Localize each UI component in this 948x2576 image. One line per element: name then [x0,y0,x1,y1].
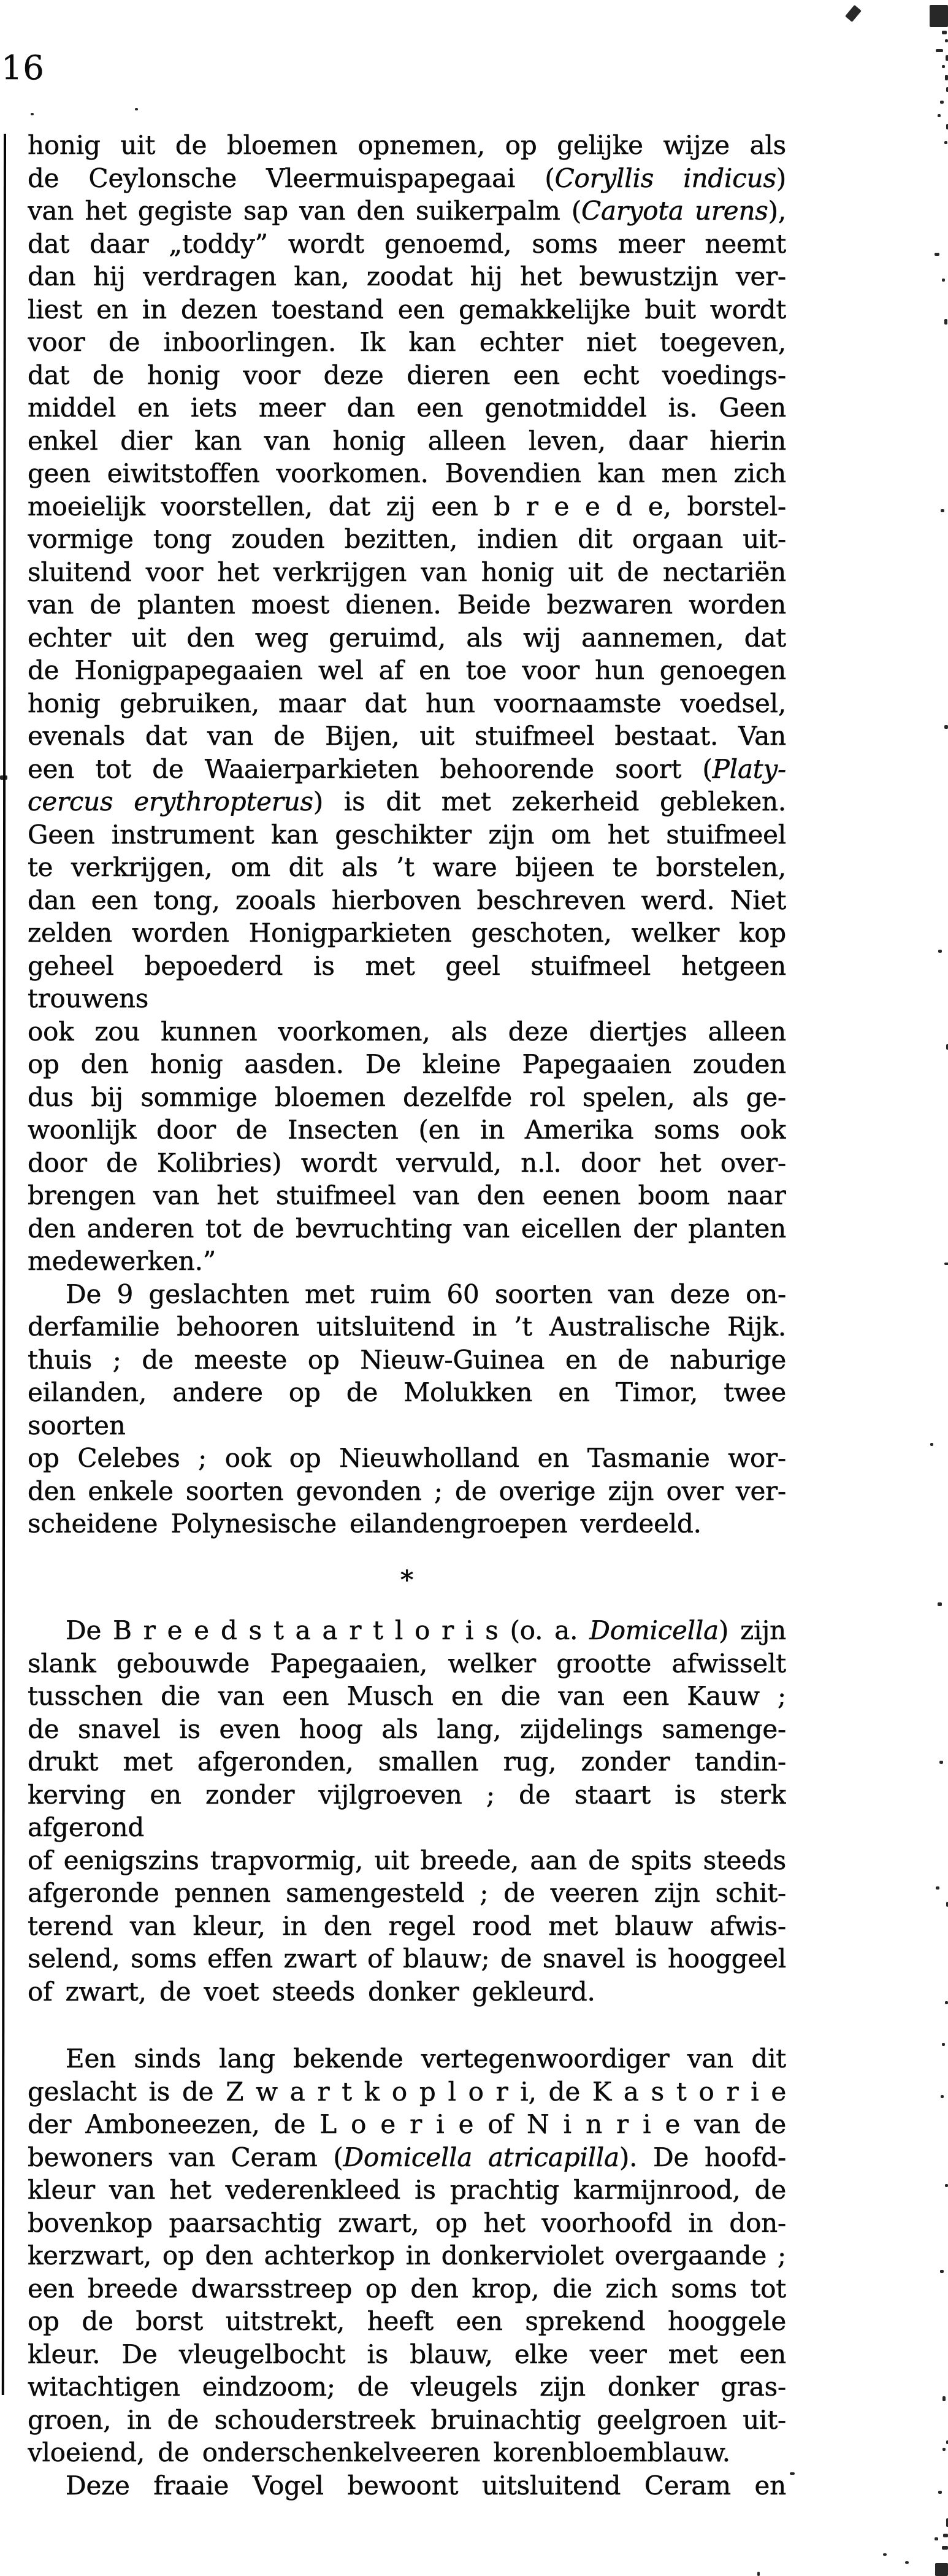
text-segment: of zwart, de voet steeds donker gekleurd. [28,1976,595,2007]
text-line [28,1179,786,1212]
text-line [28,1344,786,1377]
scan-speck [944,319,947,325]
italic-text-segment: cercus erythropterus [28,786,313,817]
text-line [28,490,786,523]
scan-speck [0,775,7,780]
text-segment: selend, soms effen zwart of blauw; de snavel is hooggeel [28,1944,786,1974]
text-line [28,1081,786,1114]
text-line [28,1614,786,1647]
text-segment: geslacht is de Z w a r t k o p l o r i, de K a s t o r i e [28,2076,786,2107]
text-segment: liest en in dezen toestand een gemakkelijke buit wordt [28,294,786,325]
text-line [28,1844,786,1877]
text-line [28,654,786,687]
text-segment: ook zou kunnen voorkomen, als deze diertjes alleen [28,1016,786,1047]
scan-speck [941,2095,944,2098]
text-segment: dus bij sommige bloemen dezelfde rol spelen, als ge- [28,1082,786,1112]
text-line [28,1048,786,1081]
text-line [28,1113,786,1147]
scan-speck [945,2184,948,2187]
text-line [28,917,786,950]
text-segment: sluitend voor het verkrijgen van honig uit de nectariën [28,556,786,587]
text-segment: eilanden, andere op de Molukken en Timor, twee soorten [28,1377,786,1440]
text-line [28,1212,786,1245]
scan-speck [757,2572,760,2576]
text-line [28,2370,786,2404]
text-segment: bovenkop paarsachtig zwart, op het voorhoofd in don- [28,2207,786,2238]
text-segment: een tot de Waaierparkieten behoorende soort ( [28,753,713,784]
text-line [28,1310,786,1344]
text-line [28,2272,786,2305]
text-segment: echter uit den weg geruimd, als wij aannemen, dat [28,622,786,653]
text-segment: voor de inboorlingen. Ik kan echter niet toegeven, [28,327,786,357]
text-line [28,1015,786,1048]
text-line [28,1245,786,1278]
text-segment: de snavel is even hoog als lang, zijdelings samenge- [28,1713,786,1744]
text-segment: scheidene Polynesische eilandengroepen verdeeld. [28,1509,701,1539]
text-segment: of eenigszins trapvormig, uit breede, aan de spits steeds [28,1845,786,1875]
scan-speck [941,509,944,512]
text-segment: geen eiwitstoffen voorkomen. Bovendien kan men zich [28,458,786,488]
scan-speck [946,55,948,61]
text-segment: witachtigen eindzoom; de vleugels zijn donker gras- [28,2372,786,2402]
scan-speck [938,114,941,117]
text-segment: ) is dit met zekerheid gebleken. [313,786,786,817]
scan-speck [944,1263,948,1265]
text-segment: op den honig aasden. De kleine Papegaaien zouden [28,1049,786,1079]
text-segment: door de Kolibries) wordt vervuld, n.l. door het over- [28,1147,786,1178]
text-segment: evenals dat van de Bijen, uit stuifmeel bestaat. Van [28,721,786,751]
scan-speck [942,2396,946,2401]
scan-speck [942,2546,948,2550]
text-line [28,1975,786,2009]
text-line [28,1442,786,1475]
text-segment: Een sinds lang bekende vertegenwoordiger van dit [66,2043,786,2074]
text-line [28,884,786,917]
text-line [28,162,786,195]
text-line [28,2469,786,2502]
text-segment: honig uit de bloemen opnemen, op gelijke wijze als [28,130,786,160]
text-segment: op de borst uitstrekt, heeft een sprekend hooggele [28,2306,786,2336]
text-line [28,720,786,753]
text-segment: slank gebouwde Papegaaien, welker grootte afwisselt [28,1648,786,1678]
text-line [28,818,786,852]
scan-speck [938,2491,942,2494]
text-line [28,2239,786,2272]
italic-text-segment: Domicella [589,1615,719,1645]
italic-text-segment: Caryota urens [581,196,768,226]
text-segment: de Ceylonsche Vleermuispapegaai ( [28,163,555,193]
text-segment: kerzwart, op den achterkop in donkerviolet overgaande ; [28,2240,786,2270]
text-segment: drukt met afgeronden, smallen rug, zonder tandin- [28,1747,786,1777]
text-segment: Geen instrument kan geschikter zijn om het stuifmeel [28,819,786,850]
scan-speck [942,2043,945,2046]
scan-speck [935,2537,938,2540]
scan-speck [883,2553,887,2556]
text-line [28,425,786,458]
text-segment: tusschen die van een Musch en die van een Kauw ; [28,1681,786,1711]
text-line [28,1376,786,1442]
text-line [28,293,786,326]
text-line [28,1278,786,1311]
text-line [28,194,786,228]
scan-speck [930,5,948,27]
text-line [28,228,786,261]
scan-speck [935,2563,948,2576]
text-line [28,2305,786,2338]
text-segment: groen, in de schouderstreek bruinachtig geelgroen uit- [28,2404,786,2435]
section-separator-asterisk [28,1564,786,1597]
text-line [28,2174,786,2207]
text-segment: der Amboneezen, de L o e r i e of N i n r i e van de [28,2109,786,2139]
text-segment: den enkele soorten gevonden ; de overige zijn over ver- [28,1475,786,1506]
scan-speck [845,5,862,22]
scan-speck [942,31,947,34]
scan-speck [945,75,948,80]
text-line [28,1475,786,1508]
text-line [28,785,786,818]
italic-text-segment: Platy- [712,753,786,784]
text-line [28,2436,786,2469]
text-segment: den anderen tot de bevruchting van eicellen der planten [28,1213,786,1244]
text-segment: ) [776,163,786,193]
text-line [28,753,786,786]
scan-speck [938,950,942,953]
text-line [28,1877,786,1910]
text-segment: ), [768,196,786,226]
scan-speck [936,49,943,52]
text-segment: medewerken.” [28,1246,216,1276]
scan-speck [945,39,948,42]
scan-speck [940,101,944,104]
text-segment: honig gebruiken, maar dat hun voornaamste voedsel, [28,688,786,718]
scan-speck [930,1443,933,1446]
text-line [28,1713,786,1746]
text-line [28,556,786,589]
text-line [28,129,786,162]
text-line [28,1778,786,1844]
text-segment: ). De hoofd- [619,2142,786,2172]
text-line [28,359,786,392]
scan-speck [942,279,945,282]
scan-speck [31,113,34,115]
text-segment: afgeronde pennen samengesteld ; de veeren zijn schit- [28,1878,786,1908]
text-segment: een breede dwarsstreep op den krop, die zich soms tot [28,2273,786,2304]
scan-speck [942,2448,946,2451]
text-line [28,2141,786,2174]
text-segment: middel en iets meer dan een genotmiddel is. Geen [28,393,786,423]
text-line [28,2338,786,2371]
text-line [28,621,786,655]
text-line [28,2075,786,2109]
text-segment: terend van kleur, in den regel rood met blauw afwis- [28,1910,786,1941]
text-line [28,1647,786,1680]
text-line [28,2404,786,2437]
text-segment: geheel bepoederd is met geel stuifmeel hetgeen trouwens [28,950,786,1013]
text-segment: op Celebes ; ook op Nieuwholland en Tasmanie wor- [28,1443,786,1473]
text-line [28,1680,786,1713]
text-segment: thuis ; de meeste op Nieuw-Guinea en de naburige [28,1344,786,1375]
text-segment: moeielijk voorstellen, dat zij een b r e e d e, borstel- [28,491,786,521]
scan-speck [944,141,947,144]
text-segment: De 9 geslachten met ruim 60 soorten van deze on- [66,1278,786,1309]
text-segment: dan hij verdragen kan, zoodat hij het bewustzijn ver- [28,261,786,291]
text-segment: enkel dier kan van honig alleen leven, daar hierin [28,425,786,456]
text-line [28,1147,786,1180]
text-line [28,851,786,884]
text-line [28,2207,786,2240]
text-column [28,129,786,2502]
text-segment: woonlijk door de Insecten (en in Amerika soms ook [28,1115,786,1145]
text-line [28,1745,786,1778]
scan-speck [945,2001,948,2004]
scan-speck [938,1602,942,1606]
italic-text-segment: Coryllis indicus [554,163,776,193]
text-line [28,588,786,621]
text-segment: bewoners van Ceram ( [28,2142,343,2172]
scan-speck [940,2270,944,2273]
text-line [28,326,786,359]
text-segment: * [400,1564,413,1595]
scan-speck [944,725,948,729]
scan-speck [935,253,939,256]
text-line [28,391,786,425]
scan-speck [790,2472,795,2475]
scan-speck [939,1761,943,1764]
text-line [28,1942,786,1975]
text-line [28,2108,786,2141]
text-segment: dat de honig voor deze dieren een echt voedings- [28,359,786,390]
text-segment: te verkrijgen, om dit als ’t ware bijeen te borstelen, [28,852,786,882]
text-segment: derfamilie behooren uitsluitend in ’t Australische Rijk. [28,1312,786,1342]
text-segment: brengen van het stuifmeel van den eenen boom naar [28,1180,786,1210]
text-segment: Deze fraaie Vogel bewoont uitsluitend Ceram en [66,2470,786,2501]
text-segment: kerving en zonder vijlgroeven ; de staart is sterk afgerond [28,1779,786,1842]
italic-text-segment: Domicella atricapilla [343,2142,619,2172]
text-segment: van het gegiste sap van den suikerpalm ( [28,196,582,226]
text-segment: van de planten moest dienen. Beide bezwaren worden [28,590,786,620]
text-line [28,523,786,556]
scan-speck [905,2561,909,2564]
text-line [28,1910,786,1943]
scan-speck [936,1886,939,1890]
text-segment: kleur van het vederenkleed is prachtig karmijnrood, de [28,2175,786,2205]
scan-speck [135,108,138,110]
text-line [28,457,786,490]
text-line [28,1507,786,1540]
text-segment: ) zijn [718,1615,786,1645]
text-line [28,260,786,293]
text-line [28,950,786,1015]
text-segment: vormige tong zouden bezitten, indien dit orgaan uit- [28,524,786,554]
scan-speck [943,2534,948,2537]
text-line [28,687,786,720]
text-segment: zelden worden Honigparkieten geschoten, welker kop [28,918,786,948]
left-margin-rule [2,134,6,2395]
text-segment: De B r e e d s t a a r t l o r i s (o. a. [66,1615,590,1645]
text-segment: de Honigpapegaaien wel af en toe voor hun genoegen [28,655,786,685]
text-segment: vloeiend, de onderschenkelveeren korenbloemblauw. [28,2437,730,2467]
text-segment: kleur. De vleugelbocht is blauw, elke veer met een [28,2339,786,2369]
scan-speck [942,65,945,68]
text-segment: dan een tong, zooals hierboven beschreven werd. Niet [28,885,786,915]
page-number: 16 [1,48,45,87]
text-line [28,2042,786,2075]
text-segment: dat daar „toddy” wordt genoemd, soms meer neemt [28,228,786,259]
